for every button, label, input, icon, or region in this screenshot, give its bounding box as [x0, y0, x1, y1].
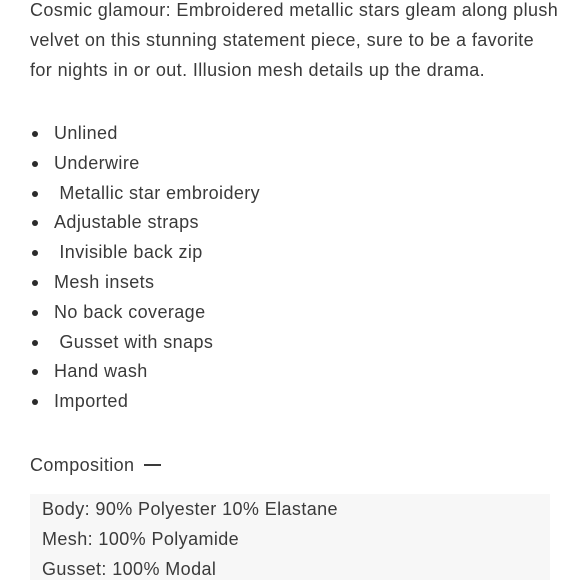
feature-item [30, 179, 260, 209]
collapse-dash-icon [144, 464, 161, 466]
feature-label: Hand wash [54, 361, 148, 382]
feature-label: Metallic star embroidery [54, 182, 261, 203]
feature-label: Adjustable straps [54, 212, 199, 233]
bullet-icon [32, 280, 38, 286]
feature-label: Imported [54, 391, 129, 412]
feature-label: Unlined [54, 123, 118, 143]
bullet-icon [32, 250, 38, 256]
feature-item [30, 268, 260, 298]
feature-label: No back coverage [54, 301, 206, 322]
feature-item [30, 238, 260, 268]
feature-list [30, 119, 260, 417]
composition-line: Mesh: 100% Polyamide [42, 529, 240, 549]
feature-item [30, 387, 260, 417]
product-description: Cosmic glamour: Embroidered metallic stars gleam along plush velvet on this stunning statement piece, sure to be a favorite for nights in or out. Illusion mesh details up the drama. [30, 0, 559, 80]
feature-item [30, 357, 260, 387]
composition-toggle[interactable] [30, 451, 161, 479]
feature-item [30, 298, 260, 328]
feature-label: Mesh insets [54, 271, 155, 292]
bullet-icon [32, 161, 38, 167]
bullet-icon [32, 191, 38, 197]
bullet-icon [32, 220, 38, 226]
bullet-icon [32, 310, 38, 316]
composition-line: Gusset: 100% Modal [42, 559, 217, 579]
feature-label: Gusset with snaps [54, 331, 214, 352]
bullet-icon [32, 131, 38, 137]
feature-item [30, 149, 260, 179]
bullet-icon [32, 340, 38, 346]
feature-label: Underwire [54, 152, 140, 173]
composition-panel [30, 494, 550, 580]
bullet-icon [32, 399, 38, 405]
bullet-icon [32, 369, 38, 375]
feature-item [30, 119, 260, 149]
feature-item [30, 208, 260, 238]
feature-item [30, 328, 260, 358]
feature-label: Invisible back zip [54, 242, 203, 263]
composition-heading-label: Composition [30, 455, 135, 475]
composition-line: Body: 90% Polyester 10% Elastane [42, 499, 338, 519]
